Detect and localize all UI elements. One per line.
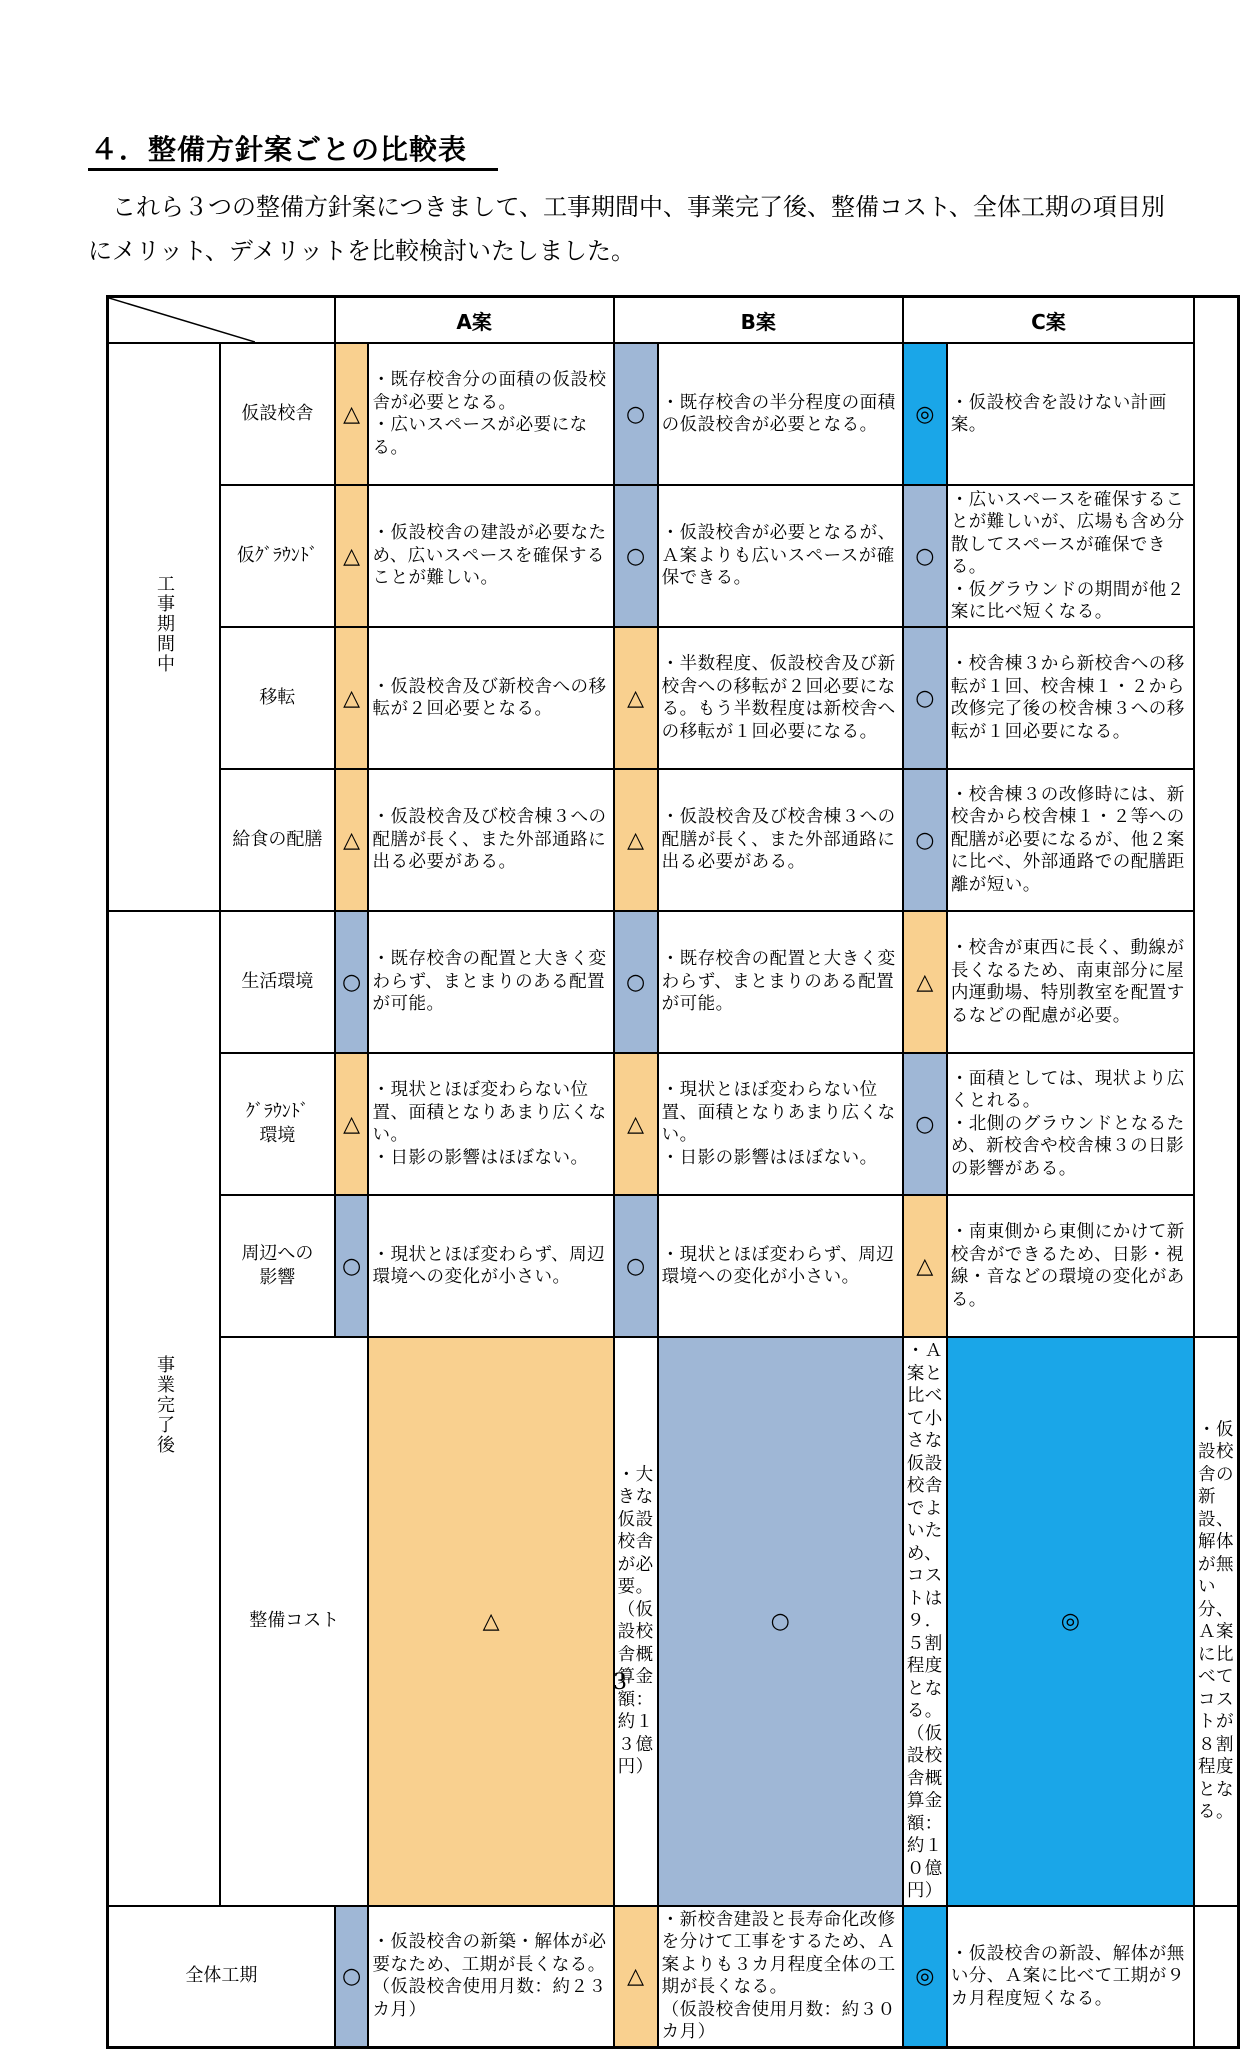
assessment-text-c: ・仮設校舎の新設、解体が無い分、Ａ案に比べてコストが８割程度となる。 [1194,1337,1239,1906]
rating-mark-a: △ [335,485,369,627]
assessment-text-a: ・既存校舎分の面積の仮設校舎が必要となる。 ・広いスペースが必要になる。 [368,343,613,485]
rating-mark-b: ○ [614,1195,658,1337]
assessment-text-a: ・現状とほぼ変わらない位置、面積となりあまり広くない。 ・日影の影響はほぼない。 [368,1053,613,1195]
intro-paragraph: これら３つの整備方針案につきまして、工事期間中、事業完了後、整備コスト、全体工期の項目別にメリット、デメリットを比較検討いたしました。 [88,193,1165,265]
corner-diagonal [109,298,255,342]
rating-mark-b: ○ [614,485,658,627]
row-label-temp-school: 仮設校舎 [220,343,335,485]
rating-mark-a: △ [335,627,369,769]
rating-mark-c: ◎ [947,1337,1194,1906]
row-label-living: 生活環境 [220,911,335,1053]
assessment-text-b: ・Ａ案と比べて小さな仮設校舎でよいため、コストは９．５割程度となる。（仮設校舎概算金額：約１０億円） [903,1337,947,1906]
rating-mark-c: ◎ [903,1906,947,2048]
row-label-relocation: 移転 [220,627,335,769]
table-row [108,911,1239,1053]
assessment-text-b: ・現状とほぼ変わらず、周辺環境への変化が小さい。 [658,1195,903,1337]
assessment-text-b: ・新校舎建設と長寿命化改修を分けて工事をするため、Ａ案よりも３カ月程度全体の工期が長くなる。 （仮設校舎使用月数：約３０カ月） [658,1906,903,2048]
assessment-text-c: ・面積としては、現状より広くとれる。 ・北側のグラウンドとなるため、新校舎や校舎棟３の日影の影響がある。 [947,1053,1194,1195]
row-label-schedule: 全体工期 [108,1906,335,2048]
assessment-text-b: ・現状とほぼ変わらない位置、面積となりあまり広くない。 ・日影の影響はほぼない。 [658,1053,903,1195]
rating-mark-b: ○ [614,343,658,485]
rating-mark-c: ○ [903,485,947,627]
row-label-surroundings: 周辺への 影響 [220,1195,335,1337]
group-label-after [108,911,221,1906]
assessment-text-c: ・広いスペースを確保することが難しいが、広場も含め分散してスペースが確保できる。 ・仮グラウンドの期間が他２案に比べ短くなる。 [947,485,1194,627]
rating-mark-b: ○ [658,1337,903,1906]
heading-underline [88,168,498,171]
assessment-text-a: ・現状とほぼ変わらず、周辺環境への変化が小さい。 [368,1195,613,1337]
rating-mark-c: △ [903,911,947,1053]
rating-mark-a: △ [335,343,369,485]
group-label-text: 工事期間中 [154,574,175,674]
row-label-ground-env: ｸﾞﾗｳﾝﾄﾞ 環境 [220,1053,335,1195]
table-row [108,343,1239,485]
column-header-c: C案 [903,297,1194,344]
column-header-b: B案 [614,297,903,344]
assessment-text-a: ・仮設校舎の新築・解体が必要なため、工期が長くなる。（仮設校舎使用月数：約２３カ月） [368,1906,613,2048]
rating-mark-a: ○ [335,911,369,1053]
table-row [108,627,1239,769]
rating-mark-c: ○ [903,1053,947,1195]
table-row [108,769,1239,911]
rating-mark-b: △ [614,627,658,769]
page-number: 3 [613,1670,627,1695]
rating-mark-c: △ [903,1195,947,1337]
assessment-text-c: ・校舎棟３の改修時には、新校舎から校舎棟１・２等への配膳が必要になるが、他２案に比べ、外部通路での配膳距離が短い。 [947,769,1194,911]
rating-mark-a: ○ [335,1195,369,1337]
table-row [108,485,1239,627]
row-label-lunch: 給食の配膳 [220,769,335,911]
row-label-temp-ground: 仮ｸﾞﾗｳﾝﾄﾞ [220,485,335,627]
assessment-text-b: ・半数程度、仮設校舎及び新校舎への移転が２回必要になる。もう半数程度は新校舎への移転が１回必要になる。 [658,627,903,769]
rating-mark-b: △ [614,1053,658,1195]
rating-mark-c: ○ [903,627,947,769]
assessment-text-c: ・仮設校舎を設けない計画案。 [947,343,1194,485]
assessment-text-a: ・仮設校舎及び新校舎への移転が２回必要となる。 [368,627,613,769]
rating-mark-c: ○ [903,769,947,911]
group-label-construction [108,343,221,911]
assessment-text-b: ・既存校舎の半分程度の面積の仮設校舎が必要となる。 [658,343,903,485]
rating-mark-b: △ [614,1906,658,2048]
assessment-text-a: ・既存校舎の配置と大きく変わらず、まとまりのある配置が可能。 [368,911,613,1053]
assessment-text-a: ・仮設校舎の建設が必要なため、広いスペースを確保することが難しい。 [368,485,613,627]
table-row [108,1337,1239,1906]
rating-mark-b: △ [614,769,658,911]
assessment-text-c: ・校舎が東西に長く、動線が長くなるため、南東部分に屋内運動場、特別教室を配置するなどの配慮が必要。 [947,911,1194,1053]
rating-mark-a: △ [335,1053,369,1195]
table-header-row [108,297,1239,344]
assessment-text-c: ・仮設校舎の新設、解体が無い分、Ａ案に比べて工期が９カ月程度短くなる。 [947,1906,1194,2048]
column-header-a: A案 [335,297,614,344]
rating-mark-a: ○ [335,1906,369,2048]
assessment-text-b: ・仮設校舎が必要となるが、Ａ案よりも広いスペースが確保できる。 [658,485,903,627]
assessment-text-a: ・大きな仮設校舎が必要。 （仮設校舎概算金額：約１３億円） [614,1337,658,1906]
table-row [108,1906,1239,2048]
group-label-text: 事業完了後 [154,1355,175,1456]
rating-mark-a: △ [335,769,369,911]
assessment-text-a: ・仮設校舎及び校舎棟３への配膳が長く、また外部通路に出る必要がある。 [368,769,613,911]
assessment-text-b: ・仮設校舎及び校舎棟３への配膳が長く、また外部通路に出る必要がある。 [658,769,903,911]
table-row [108,1053,1239,1195]
section-heading: ４．整備方針案ごとの比較表 [90,133,468,166]
assessment-text-b: ・既存校舎の配置と大きく変わらず、まとまりのある配置が可能。 [658,911,903,1053]
corner-cell [108,297,335,344]
assessment-text-c: ・南東側から東側にかけて新校舎ができるため、日影・視線・音などの環境の変化がある。 [947,1195,1194,1337]
table-row [108,1195,1239,1337]
rating-mark-c: ◎ [903,343,947,485]
rating-mark-a: △ [368,1337,613,1906]
rating-mark-b: ○ [614,911,658,1053]
row-label-cost: 整備コスト [220,1337,368,1906]
assessment-text-c: ・校舎棟３から新校舎への移転が１回、校舎棟１・２から改修完了後の校舎棟３への移転が１回必要になる。 [947,627,1194,769]
comparison-table [106,295,1240,2049]
